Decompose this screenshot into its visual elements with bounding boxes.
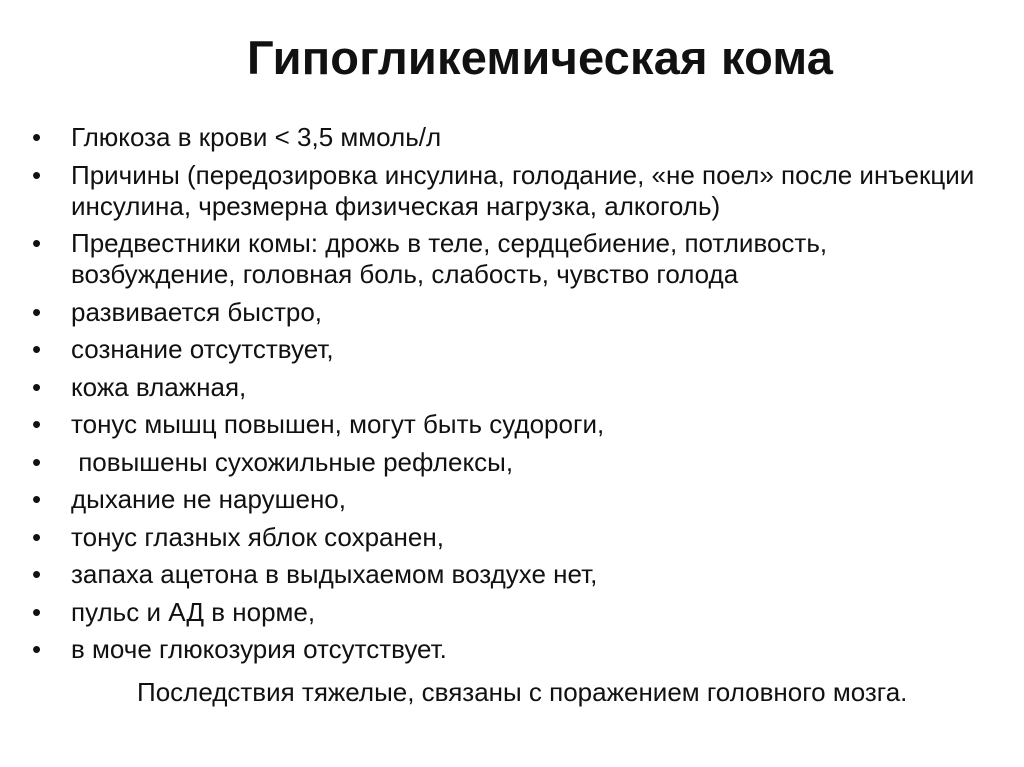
- list-item: [32, 484, 992, 515]
- bullet-icon: •: [32, 409, 42, 439]
- list-item: [32, 597, 992, 628]
- list-item-text: дыхание не нарушено,: [71, 484, 346, 514]
- list-item-text: Причины (передозировка инсулина, голодание, «не поел» после инъекции инсулина, чрезмерна физическая нагрузка, алкоголь): [71, 159, 975, 221]
- list-item-text: Глюкоза в крови < 3,5 ммоль/л: [71, 122, 442, 152]
- list-item: [32, 334, 992, 365]
- list-item-text: тонус глазных яблок сохранен,: [71, 521, 444, 552]
- bullet-icon: •: [32, 334, 42, 364]
- list-item: [32, 522, 992, 553]
- list-item-text: повышены сухожильные рефлексы,: [71, 446, 514, 477]
- list-item-text: тонус мышц повышен, могут быть судороги,: [71, 409, 605, 439]
- list-item: [32, 160, 992, 222]
- list-item: [32, 409, 992, 440]
- bullet-icon: •: [32, 159, 42, 190]
- list-item: [32, 228, 992, 290]
- list-item-text: пульс и АД в норме,: [71, 596, 316, 627]
- list-item-text: запаха ацетона в выдыхаемом воздухе нет,: [71, 559, 598, 589]
- slide-title: Гипогликемическая кома: [246, 31, 834, 84]
- list-item: [32, 559, 992, 590]
- bullet-icon: •: [32, 484, 42, 514]
- bullet-icon: •: [32, 228, 42, 258]
- bullet-icon: •: [32, 296, 42, 327]
- bullet-icon: •: [32, 634, 42, 664]
- bullet-icon: •: [32, 371, 42, 402]
- bullet-list: [32, 122, 992, 672]
- bullet-icon: •: [32, 446, 42, 477]
- list-item-text: сознание отсутствует,: [71, 334, 334, 364]
- list-item: [32, 297, 992, 328]
- list-item-text: Предвестники комы: дрожь в теле, сердцебиение, потливость, возбуждение, головная боль, слабость, чувство голода: [71, 228, 828, 289]
- list-item: [32, 447, 992, 478]
- list-item-text: в моче глюкозурия отсутствует.: [71, 634, 447, 664]
- bullet-icon: •: [32, 596, 42, 627]
- list-item: [32, 372, 992, 403]
- bullet-icon: •: [32, 122, 42, 152]
- footer-note: Последствия тяжелые, связаны с поражением головного мозга.: [137, 677, 908, 707]
- bullet-icon: •: [32, 521, 42, 552]
- list-item-text: развивается быстро,: [71, 296, 323, 327]
- bullet-icon: •: [32, 559, 42, 589]
- list-item: [32, 122, 992, 153]
- list-item-text: кожа влажная,: [71, 371, 247, 402]
- list-item: [32, 634, 992, 665]
